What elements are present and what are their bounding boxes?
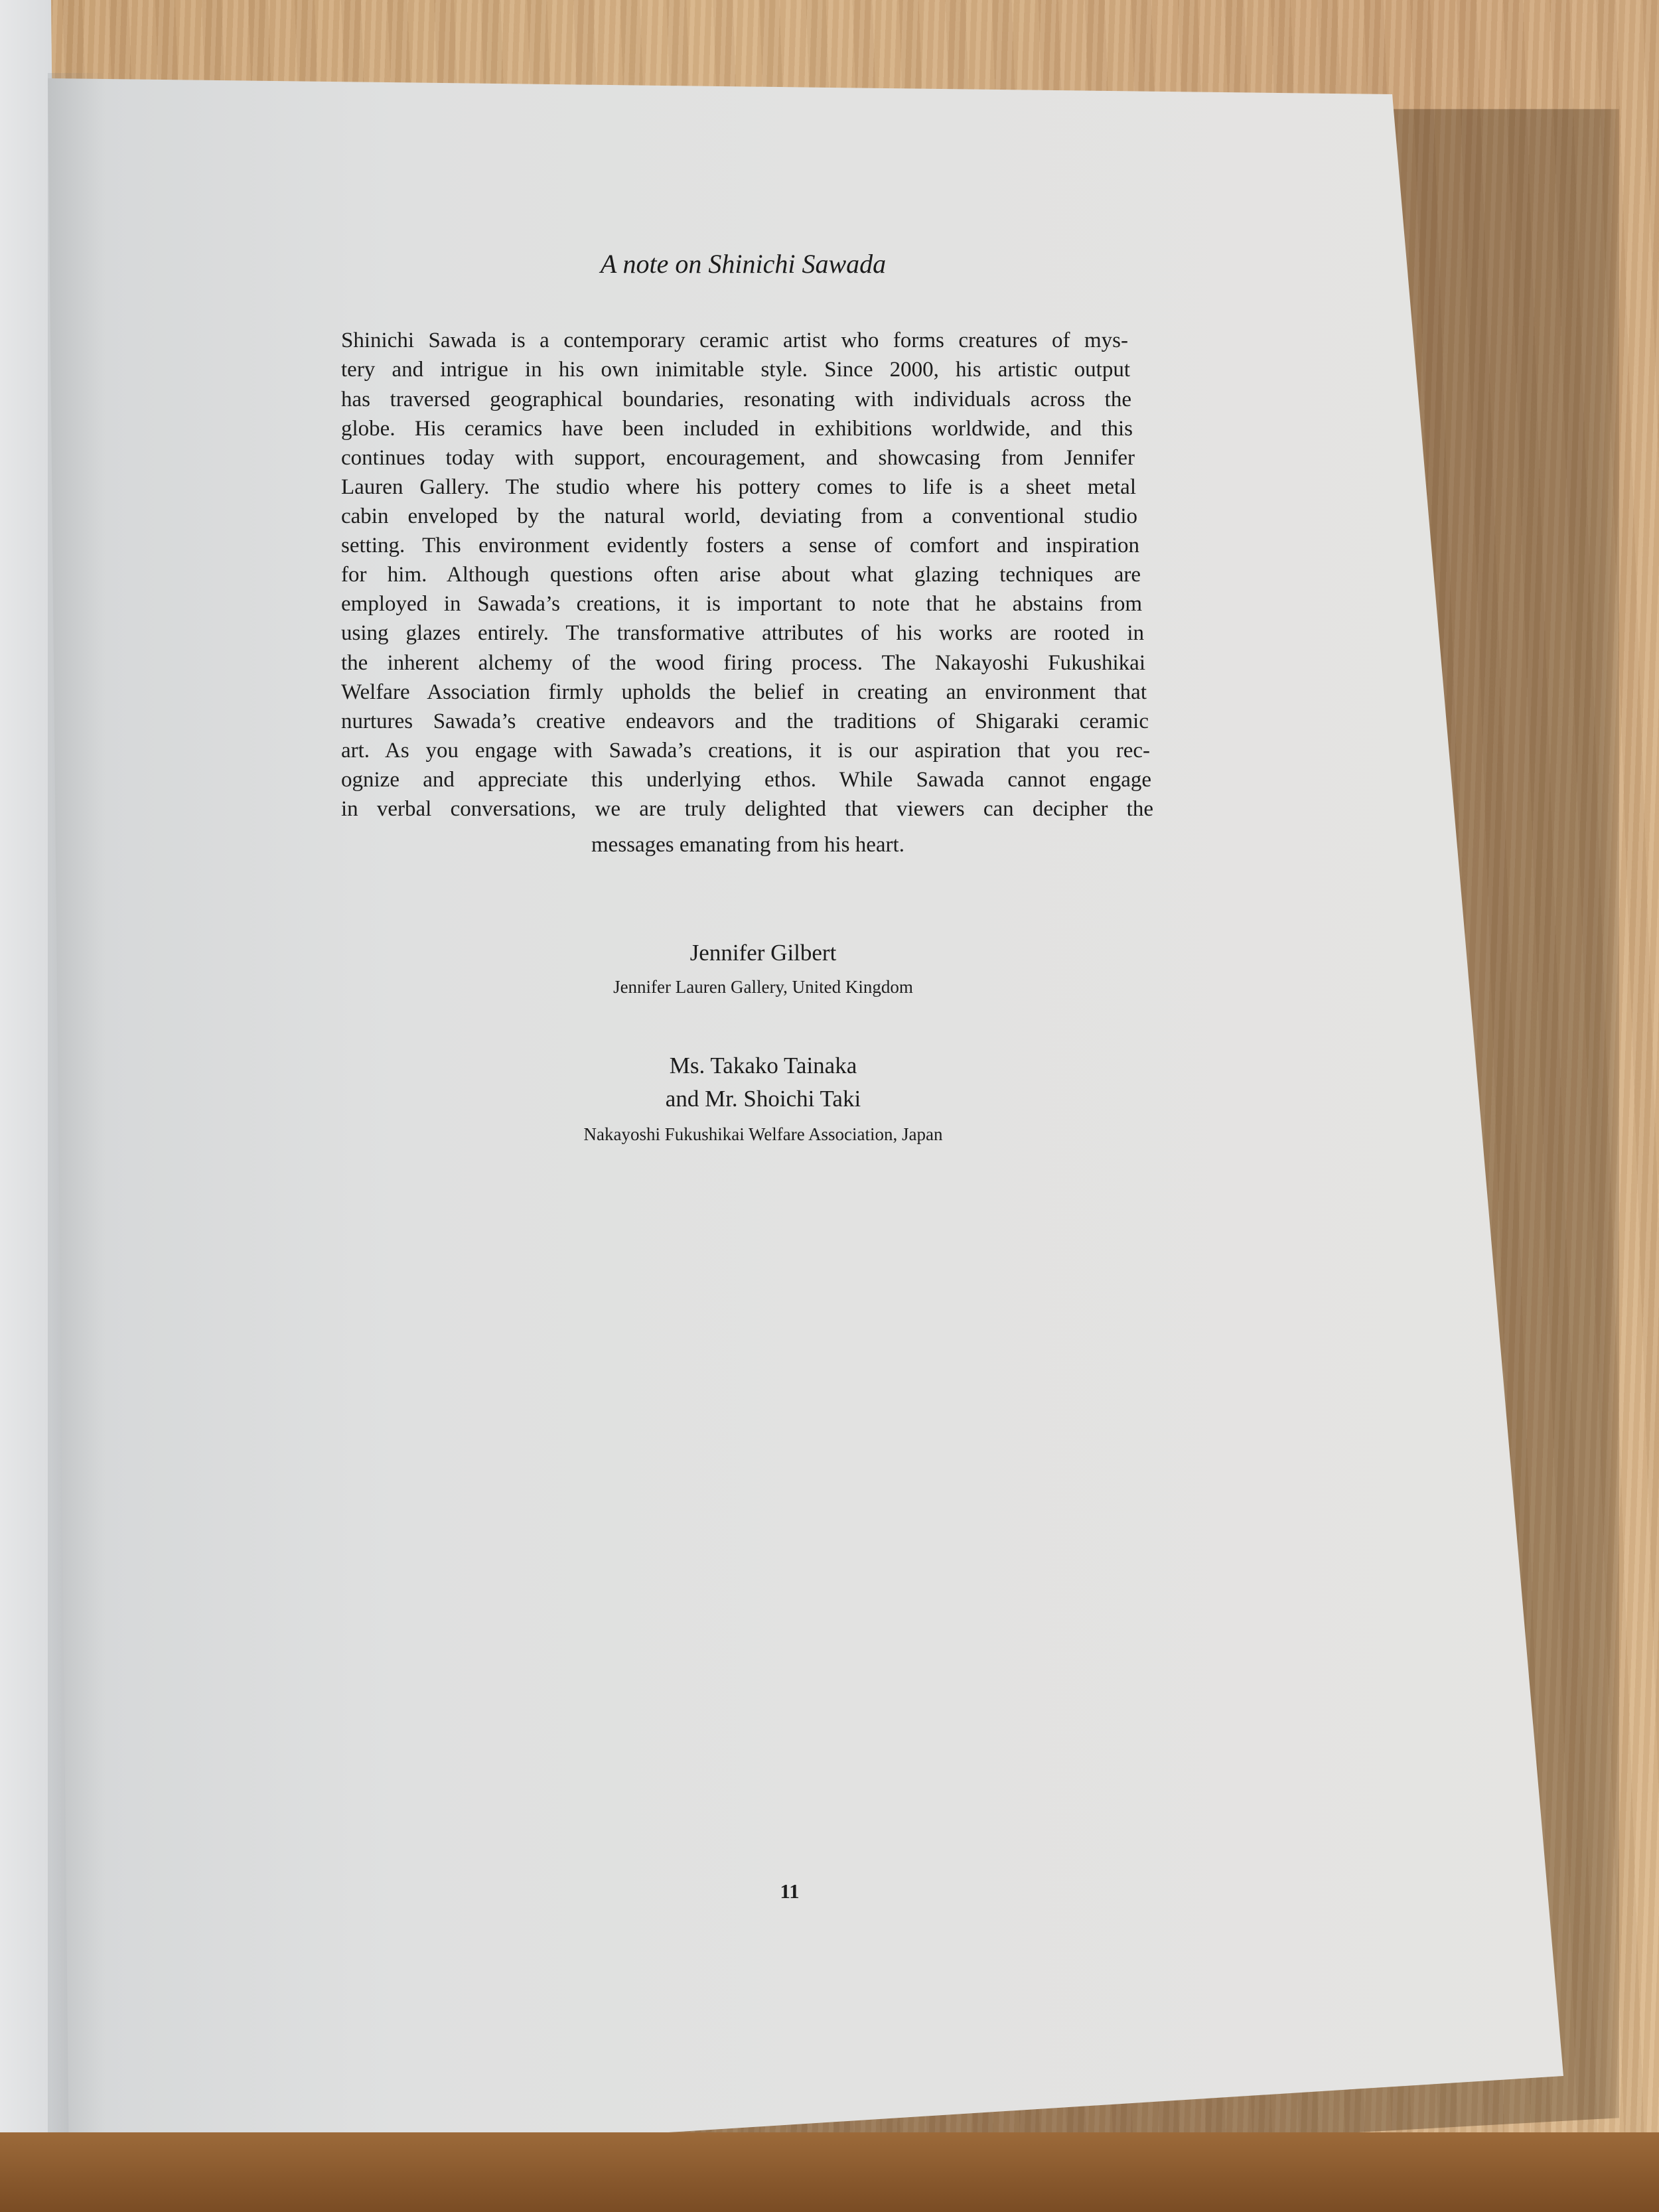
body-line: for him. Although questions often arise about what glazing techniques are [341, 563, 1141, 587]
signatory-affiliation: Nakayoshi Fukushikai Welfare Association, Japan [583, 1124, 943, 1144]
body-line: the inherent alchemy of the wood firing process. The Nakayoshi Fukushikai [341, 651, 1145, 675]
body-line: in verbal conversations, we are truly delighted that viewers can decipher the [341, 797, 1153, 821]
signatory-name: and Mr. Shoichi Taki [665, 1086, 861, 1112]
signatory-name: Jennifer Gilbert [689, 940, 837, 966]
body-line: globe. His ceramics have been included in exhibitions worldwide, and this [341, 417, 1133, 441]
body-line: cabin enveloped by the natural world, deviating from a conventional studio [341, 504, 1137, 528]
body-line: nurtures Sawada’s creative endeavors and the traditions of Shigaraki ceramic [341, 709, 1149, 733]
body-line: Lauren Gallery. The studio where his pottery comes to life is a sheet metal [341, 475, 1136, 499]
body-line: messages emanating from his heart. [591, 833, 904, 857]
body-line: continues today with support, encouragement, and showcasing from Jennifer [341, 446, 1135, 470]
body-line: ognize and appreciate this underlying ethos. While Sawada cannot engage [341, 768, 1151, 792]
body-line: setting. This environment evidently fosters a sense of comfort and inspiration [341, 534, 1139, 557]
signatory-name: Ms. Takako Tainaka [669, 1053, 857, 1078]
signatory-affiliation: Jennifer Lauren Gallery, United Kingdom [613, 977, 913, 997]
body-line: has traversed geographical boundaries, resonating with individuals across the [341, 388, 1131, 411]
body-line: Welfare Association firmly upholds the belief in creating an environment that [341, 680, 1147, 704]
body-line: using glazes entirely. The transformative attributes of his works are rooted in [341, 621, 1144, 645]
page-number: 11 [780, 1880, 800, 1903]
body-line: tery and intrigue in his own inimitable style. Since 2000, his artistic output [341, 358, 1130, 382]
body-line: employed in Sawada’s creations, it is important to note that he abstains from [341, 592, 1142, 616]
body-line: Shinichi Sawada is a contemporary ceramic artist who forms creatures of mys- [341, 329, 1128, 352]
page-title: A note on Shinichi Sawada [600, 249, 887, 279]
body-line: art. As you engage with Sawada’s creations, it is our aspiration that you rec- [341, 739, 1150, 763]
